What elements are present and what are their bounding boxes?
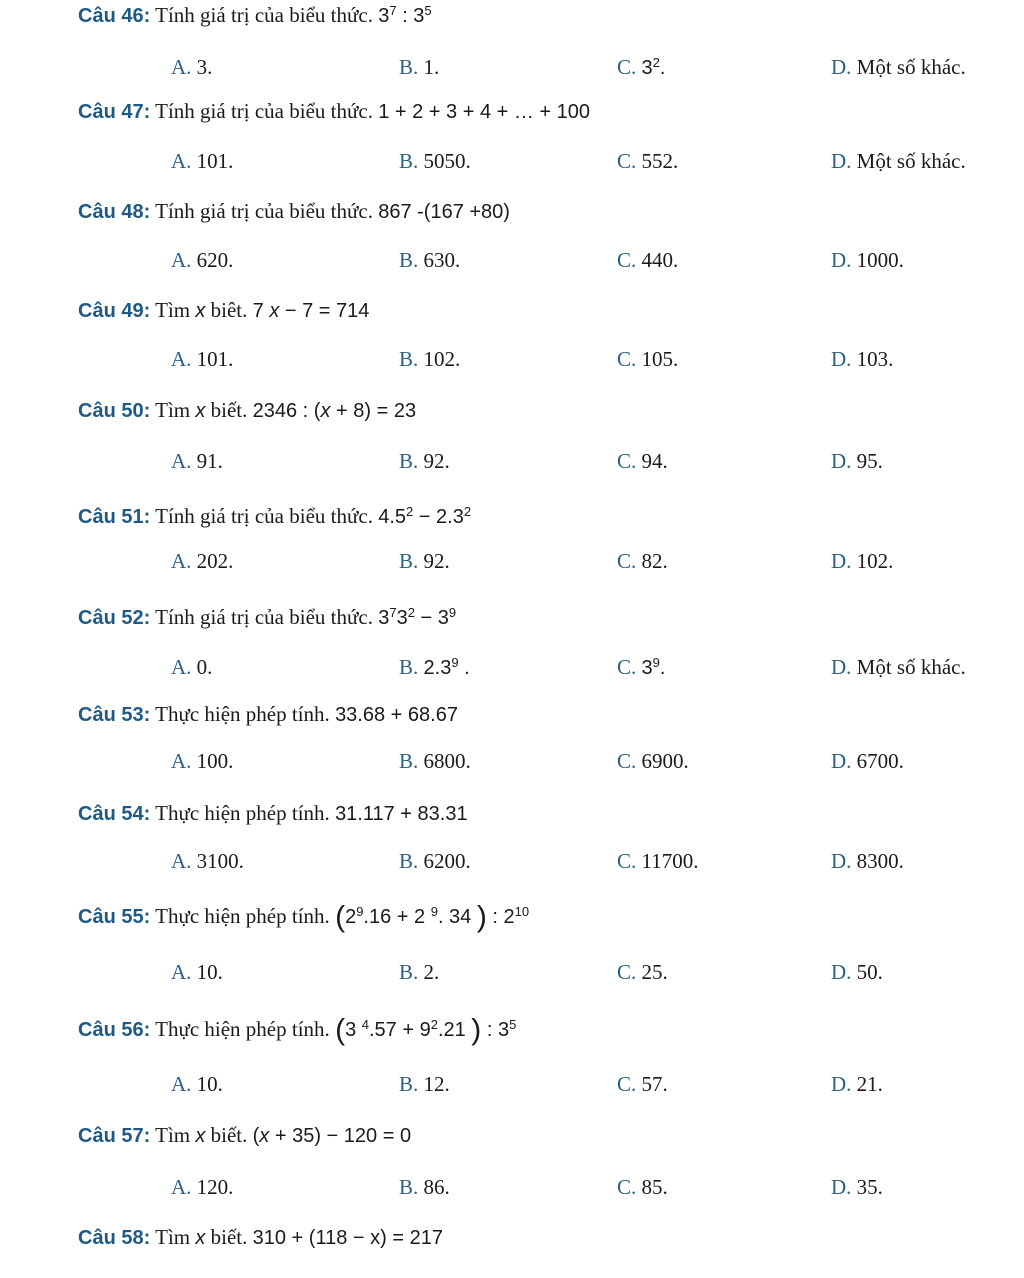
answer-c[interactable]: C. 25. — [617, 960, 668, 984]
question-58 — [78, 1224, 443, 1251]
question-prompt: Tìm — [155, 298, 191, 322]
question-number: Câu 46: — [78, 5, 151, 27]
question-prompt: Tính giá trị của biểu thức. — [155, 3, 373, 27]
answer-d[interactable]: D. 95. — [831, 449, 883, 473]
math-expression: 33.68 + 68.67 — [335, 704, 458, 726]
answer-d[interactable]: D. Một số khác. — [831, 655, 966, 679]
question-47 — [78, 98, 590, 125]
answer-a[interactable]: A. 3. — [171, 55, 213, 79]
answer-b[interactable]: B. 2. — [399, 960, 440, 984]
variable-x: x — [195, 1227, 206, 1249]
answer-d[interactable]: D. 35. — [831, 1175, 883, 1199]
answer-a[interactable]: A. 120. — [171, 1175, 234, 1199]
question-number: Câu 58: — [78, 1227, 151, 1249]
answer-c[interactable]: C. 440. — [617, 248, 679, 272]
question-number: Câu 54: — [78, 803, 151, 825]
question-prompt: Tính giá trị của biểu thức. — [155, 605, 373, 629]
question-prompt: Tìm — [155, 1225, 191, 1249]
question-prompt: Tính giá trị của biểu thức. — [155, 504, 373, 528]
answer-c[interactable]: C. 552. — [617, 149, 679, 173]
question-46 — [78, 2, 432, 29]
answer-d[interactable]: D. Một số khác. — [831, 149, 966, 173]
question-prompt-end: biết. — [210, 1123, 248, 1147]
answer-b[interactable]: B. 92. — [399, 549, 450, 573]
question-prompt: Thực hiện phép tính. — [155, 904, 330, 928]
answer-a[interactable]: A. 100. — [171, 749, 234, 773]
math-expression: $3^73^2 - 3^9$ — [378, 605, 457, 629]
answer-c[interactable]: C. 57. — [617, 1072, 668, 1096]
answer-b[interactable]: B. 12. — [399, 1072, 450, 1096]
answer-b[interactable]: B. $2.3^9$ . — [399, 655, 470, 679]
answer-c[interactable]: C. $3^9$. — [617, 655, 666, 679]
answer-c[interactable]: C. 6900. — [617, 749, 689, 773]
math-expression: $3^7$ : $3^5$ — [378, 3, 432, 27]
question-prompt: Tính giá trị của biểu thức. — [155, 199, 373, 223]
answer-a[interactable]: A. 10. — [171, 960, 223, 984]
question-number: Câu 57: — [78, 1125, 151, 1147]
question-prompt-end: biết. — [210, 1225, 248, 1249]
answer-a[interactable]: A. 3100. — [171, 849, 244, 873]
answer-d[interactable]: D. 21. — [831, 1072, 883, 1096]
question-55 — [78, 900, 530, 934]
math-expression: ($2^9.16 + 2$ $^9$. 34 ) : $2^{10}$ — [335, 900, 530, 934]
question-prompt: Thực hiện phép tính. — [155, 1017, 330, 1041]
question-49 — [78, 297, 369, 324]
question-53 — [78, 701, 458, 728]
question-52 — [78, 604, 456, 631]
answer-a[interactable]: A. 101. — [171, 347, 234, 371]
question-prompt: Tìm — [155, 398, 191, 422]
answer-c[interactable]: C. 82. — [617, 549, 668, 573]
answer-b[interactable]: B. 102. — [399, 347, 461, 371]
math-expression: 2346 : (x + 8) = 23 — [252, 400, 417, 422]
math-expression: 310 + (118 − x) = 217 — [252, 1227, 443, 1249]
answer-b[interactable]: B. 5050. — [399, 149, 471, 173]
question-prompt: Thực hiện phép tính. — [155, 702, 330, 726]
answer-d[interactable]: D. Một số khác. — [831, 55, 966, 79]
question-51 — [78, 503, 471, 530]
answer-b[interactable]: B. 6800. — [399, 749, 471, 773]
answer-d[interactable]: D. 6700. — [831, 749, 904, 773]
answer-d[interactable]: D. 8300. — [831, 849, 904, 873]
question-48 — [78, 198, 510, 225]
answer-c[interactable]: C. 94. — [617, 449, 668, 473]
answer-d[interactable]: D. 1000. — [831, 248, 904, 272]
question-number: Câu 50: — [78, 400, 151, 422]
answer-a[interactable]: A. 91. — [171, 449, 223, 473]
answer-c[interactable]: C. $3^2$. — [617, 55, 666, 79]
question-number: Câu 53: — [78, 704, 151, 726]
variable-x: x — [195, 1125, 206, 1147]
question-57 — [78, 1122, 411, 1149]
question-number: Câu 47: — [78, 101, 151, 123]
question-number: Câu 55: — [78, 906, 151, 928]
question-number: Câu 52: — [78, 607, 151, 629]
answer-d[interactable]: D. 50. — [831, 960, 883, 984]
answer-c[interactable]: C. 11700. — [617, 849, 699, 873]
question-number: Câu 49: — [78, 300, 151, 322]
question-56 — [78, 1013, 517, 1047]
question-prompt-end: biêt. — [210, 298, 248, 322]
question-number: Câu 48: — [78, 201, 151, 223]
answer-b[interactable]: B. 86. — [399, 1175, 450, 1199]
math-expression: 867 -(167 +80) — [378, 201, 510, 223]
answer-a[interactable]: A. 202. — [171, 549, 234, 573]
answer-b[interactable]: B. 1. — [399, 55, 440, 79]
math-expression: 7 x − 7 = 714 — [252, 300, 370, 322]
question-54 — [78, 800, 468, 827]
answer-d[interactable]: D. 103. — [831, 347, 894, 371]
math-expression: $4.5^2 - 2.3^2$ — [378, 504, 472, 528]
answer-b[interactable]: B. 630. — [399, 248, 461, 272]
math-expression: 31.117 + 83.31 — [335, 803, 468, 825]
answer-c[interactable]: C. 105. — [617, 347, 679, 371]
answer-a[interactable]: A. 101. — [171, 149, 234, 173]
question-number: Câu 51: — [78, 506, 151, 528]
answer-a[interactable]: A. 620. — [171, 248, 234, 272]
answer-b[interactable]: B. 92. — [399, 449, 450, 473]
answer-b[interactable]: B. 6200. — [399, 849, 471, 873]
question-50 — [78, 397, 416, 424]
answer-a[interactable]: A. 0. — [171, 655, 213, 679]
question-number: Câu 56: — [78, 1019, 151, 1041]
answer-d[interactable]: D. 102. — [831, 549, 894, 573]
math-expression: (x + 35) − 120 = 0 — [252, 1125, 412, 1147]
question-prompt-end: biết. — [210, 398, 248, 422]
answer-a[interactable]: A. 10. — [171, 1072, 223, 1096]
question-prompt: Tìm — [155, 1123, 191, 1147]
question-prompt: Tính giá trị của biểu thức. — [155, 99, 373, 123]
answer-c[interactable]: C. 85. — [617, 1175, 668, 1199]
math-expression: 1 + 2 + 3 + 4 + … + 100 — [378, 101, 591, 123]
variable-x: x — [195, 400, 206, 422]
variable-x: x — [195, 300, 206, 322]
question-prompt: Thực hiện phép tính. — [155, 801, 330, 825]
math-expression: (3 $^4.57 + 9^2.21$ ) : $3^5$ — [335, 1013, 517, 1047]
